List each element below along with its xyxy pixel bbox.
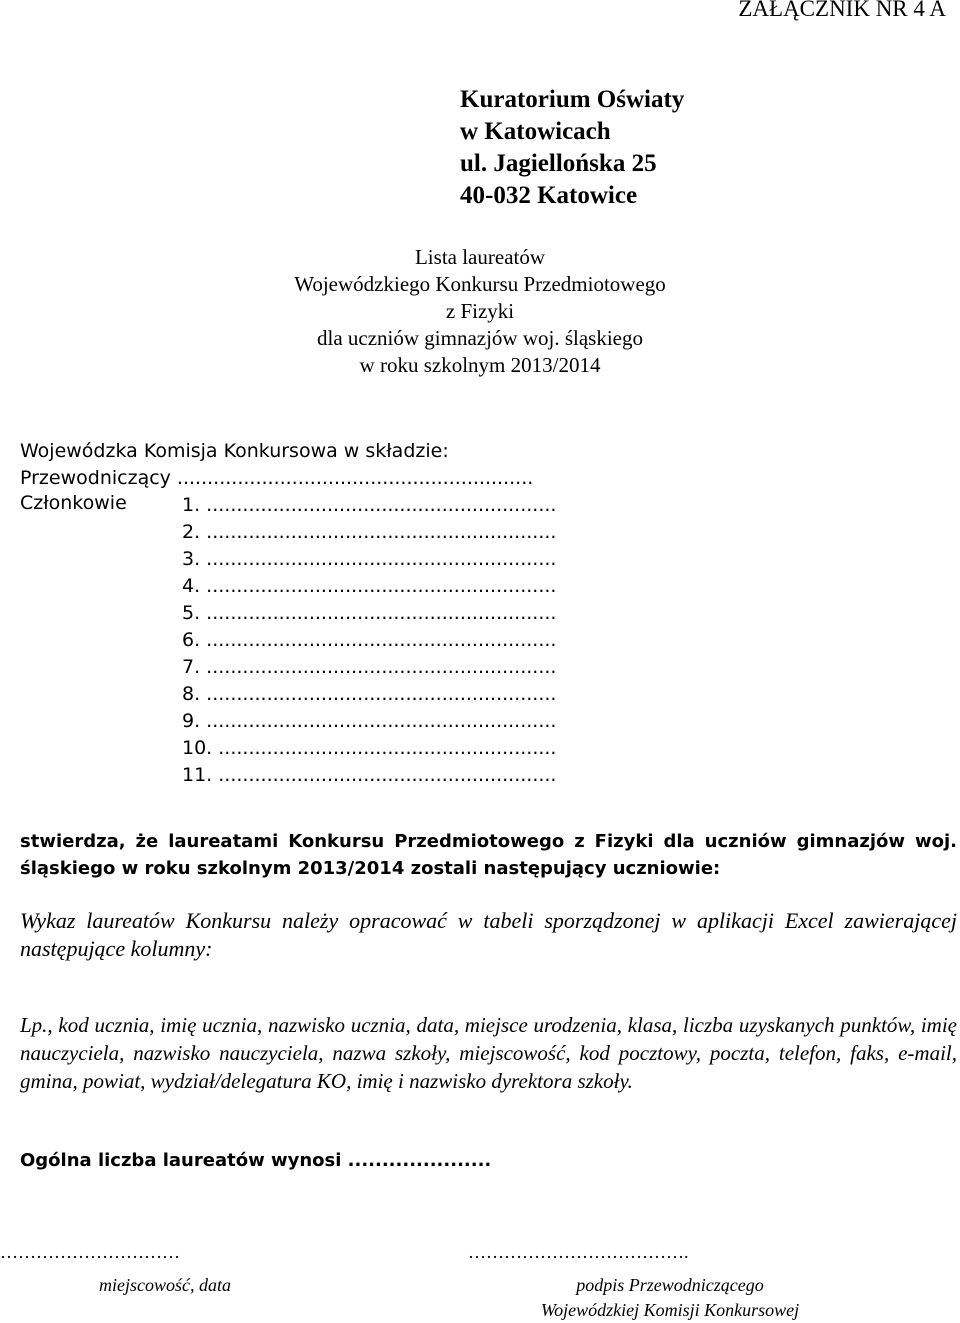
instruction-paragraph: Wykaz laureatów Konkursu należy opracować w tabeli sporządzonej w aplikacji Excel zawierającej następujące kolumny:	[20, 908, 957, 961]
chair-line: Przewodniczący ...........................................................	[20, 467, 534, 489]
title-line: Wojewódzkiego Konkursu Przedmiotowego	[294, 272, 666, 296]
member-line: 1. ..........................................................	[182, 494, 557, 516]
member-line: 5. ..........................................................	[182, 602, 557, 624]
member-line: 4. ..........................................................	[182, 575, 557, 597]
member-line: 10. ........................................................	[182, 737, 557, 759]
members-label: Członkowie	[20, 492, 127, 514]
member-line: 8. ..........................................................	[182, 683, 557, 705]
recipient-address	[460, 84, 684, 212]
address-line: 40-032 Katowice	[460, 182, 638, 209]
columns-paragraph: Lp., kod ucznia, imię ucznia, nazwisko ucznia, data, miejsce urodzenia, klasa, liczba uzyskanych punktów, imię nauczyciela, nazwisko nauczyciela, nazwa szkoły, miejscowość, kod pocztowy, poczta, telefon, faks, e-mail, gmina, powiat, wydział/delegatura KO, imię i nazwisko dyrektora szkoły.	[20, 1013, 957, 1093]
address-line: ul. Jagiellońska 25	[460, 150, 657, 177]
title-line: w roku szkolnym 2013/2014	[359, 353, 601, 377]
statement-paragraph: stwierdza, że laureatami Konkursu Przedmiotowego z Fizyki dla uczniów gimnazjów woj. śląskiego w roku szkolnym 2013/2014 zostali następujący uczniowie:	[20, 831, 957, 879]
address-line: Kuratorium Oświaty	[460, 86, 685, 113]
total-laureates-line: Ogólna liczba laureatów wynosi .....................	[20, 1150, 492, 1171]
place-date-dots: …………………………	[0, 1242, 180, 1262]
committee-heading: Wojewódzka Komisja Konkursowa w składzie:	[20, 440, 449, 462]
signature-label	[490, 1273, 850, 1323]
title-line: Lista laureatów	[414, 245, 546, 269]
member-line: 9. ..........................................................	[182, 710, 557, 732]
address-line: w Katowicach	[460, 118, 611, 145]
member-line: 6. ..........................................................	[182, 629, 557, 651]
place-date-label: miejscowość, data	[99, 1275, 231, 1295]
signature-label-line: podpis Przewodniczącego	[576, 1275, 764, 1295]
document-title	[0, 244, 960, 379]
signature-label-line: Wojewódzkiej Komisji Konkursowej	[540, 1300, 800, 1320]
members-list	[182, 492, 556, 789]
title-line: z Fizyki	[445, 299, 515, 323]
title-line: dla uczniów gimnazjów woj. śląskiego	[316, 326, 643, 350]
committee-section	[20, 438, 533, 492]
signature-dots: ……………………………….	[468, 1242, 689, 1262]
member-line: 11. ........................................................	[182, 764, 557, 786]
annex-label: ZAŁĄCZNIK NR 4 A	[738, 0, 946, 21]
member-line: 3. ..........................................................	[182, 548, 557, 570]
member-line: 7. ..........................................................	[182, 656, 557, 678]
member-line: 2. ..........................................................	[182, 521, 557, 543]
